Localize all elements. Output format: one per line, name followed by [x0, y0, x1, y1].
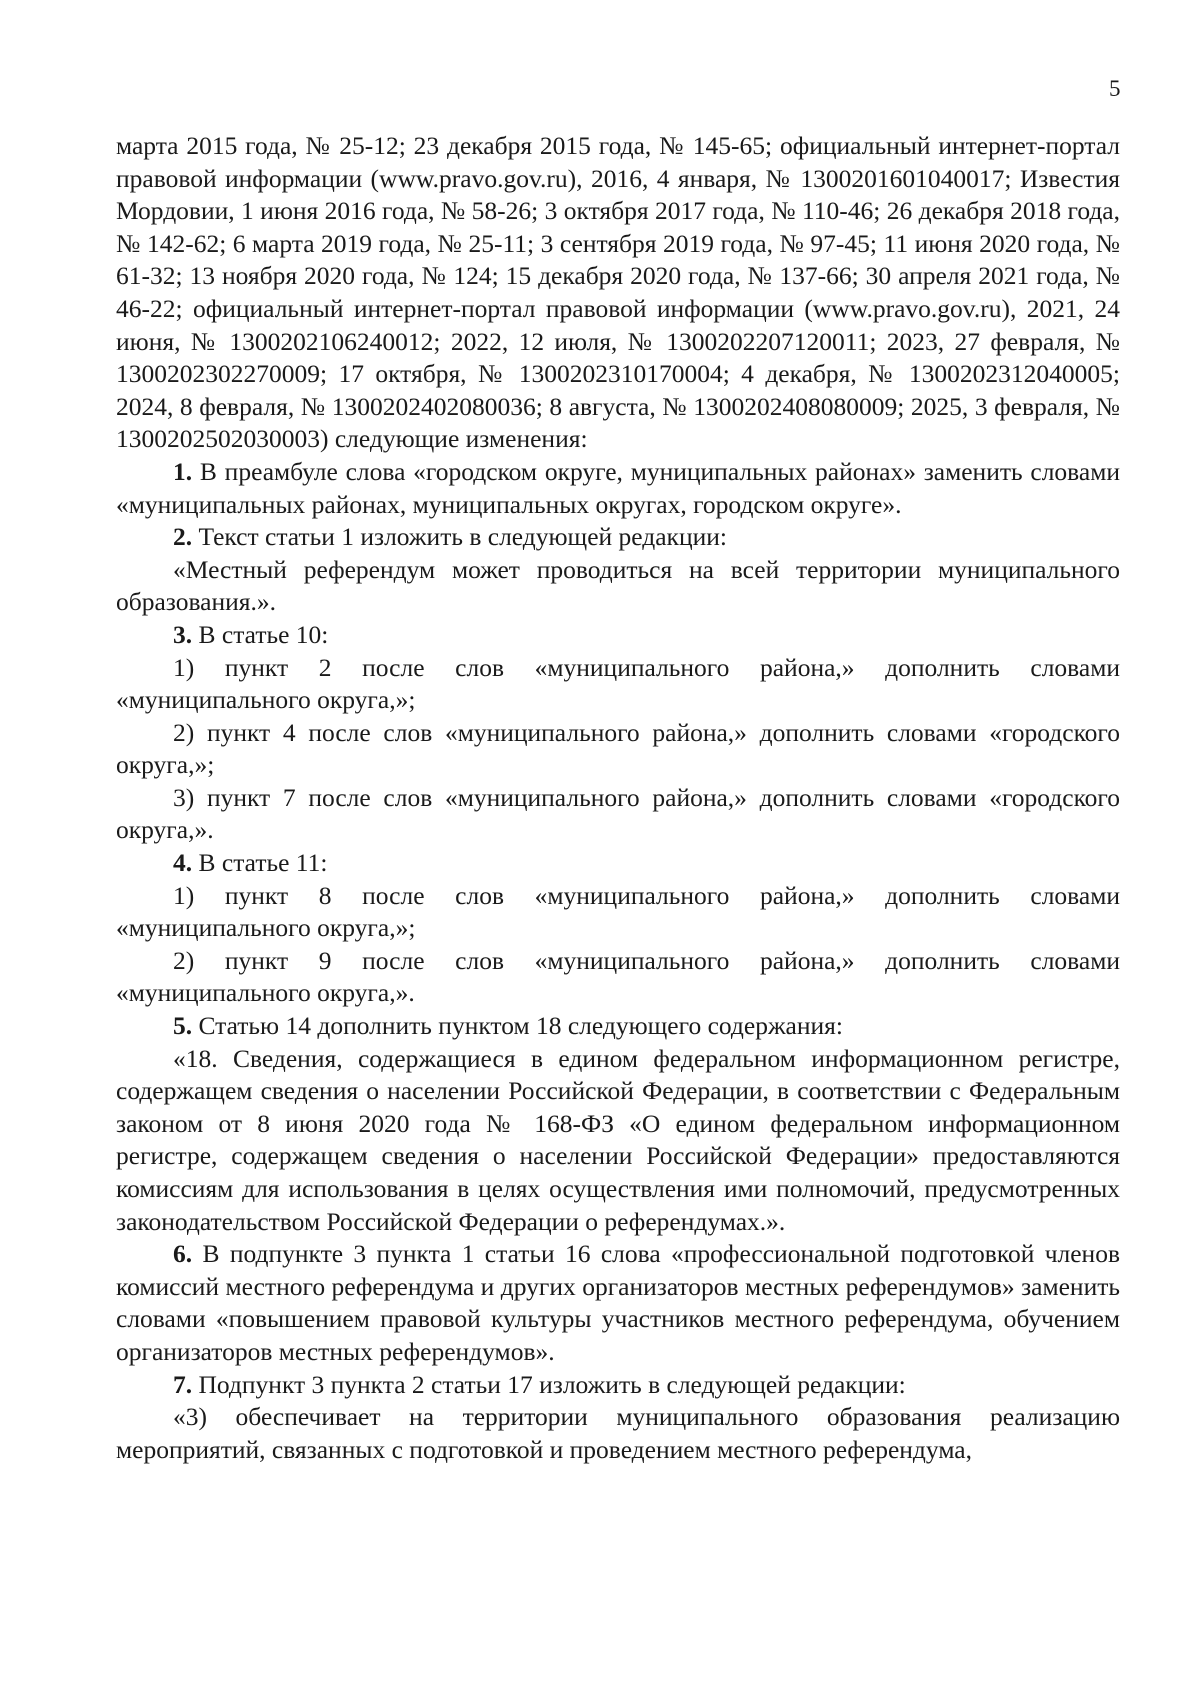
- paragraph-quote-subpoint-3: «3) обеспечивает на территории муниципального образования реализацию мероприятий, связанных с подготовкой и проведением местного референдума,: [116, 1402, 1120, 1464]
- paragraph-item-4: 4. В статье 11:: [173, 848, 328, 878]
- paragraph-subitem: 3) пункт 7 после слов «муниципального района,» дополнить словами «городского округа,».: [116, 782, 1120, 845]
- paragraph-subitem: 2) пункт 4 после слов «муниципального района,» дополнить словами «городского округа,»;: [116, 717, 1120, 780]
- item-number: 1.: [173, 456, 193, 486]
- paragraph-subitem: 2) пункт 9 после слов «муниципального района,» дополнить словами «муниципального округа,».: [116, 945, 1120, 1008]
- document-body: [116, 130, 1120, 1466]
- item-number: 7.: [173, 1369, 193, 1399]
- paragraph-quote-point-18: «18. Сведения, содержащиеся в едином федеральном информационном регистре, содержащем сведения о населении Российской Федерации, в соответствии с Федеральным законом от 8 июня 2020 года № 168-ФЗ «О едином федеральном информационном регистре, содержащем сведения о населении Российской Федерации» предоставляются комиссиям для использования в целях осуществления ими полномочий, предусмотренных законодательством Российской Федерации о референдумах.».: [116, 1043, 1120, 1236]
- paragraph-item-6: 6. В подпункте 3 пункта 1 статьи 16 слова «профессиональной подготовкой членов комиссий местного референдума и других организаторов местных референдумов» заменить словами «повышением правовой культуры участников местного референдума, обучением организаторов местных референдумов».: [116, 1239, 1120, 1366]
- item-number: 4.: [173, 848, 193, 878]
- page-number: 5: [1109, 76, 1121, 101]
- paragraph-item-3: 3. В статье 10:: [173, 619, 329, 649]
- paragraph-item-5: 5. Статью 14 дополнить пунктом 18 следующего содержания:: [173, 1011, 843, 1041]
- paragraph-item-2: 2. Текст статьи 1 изложить в следующей редакции:: [173, 522, 727, 552]
- item-number: 5.: [173, 1011, 193, 1041]
- item-number: 2.: [173, 522, 193, 552]
- paragraph-intro-continuation: марта 2015 года, № 25-12; 23 декабря 2015 года, № 145-65; официальный интернет-портал правовой информации (www.pravo.gov.ru), 2016, 4 января, № 1300201601040017; Известия Мордовии, 1 июня 2016 года, № 58-26; 3 октября 2017 года, № 110-46; 26 декабря 2018 года, № 142-62; 6 марта 2019 года, № 25-11; 3 сентября 2019 года, № 97-45; 11 июня 2020 года, № 61-32; 13 ноября 2020 года, № 124; 15 декабря 2020 года, № 137-66; 30 апреля 2021 года, № 46-22; официальный интернет-портал правовой информации (www.pravo.gov.ru), 2021, 24 июня, № 1300202106240012; 2022, 12 июля, № 1300202207120011; 2023, 27 февраля, № 1300202302270009; 17 октября, № 1300202310170004; 4 декабря, № 1300202312040005; 2024, 8 февраля, № 1300202402080036; 8 августа, № 1300202408080009; 2025, 3 февраля, № 1300202502030003) следующие изменения:: [116, 131, 1120, 454]
- item-number: 6.: [173, 1239, 193, 1269]
- paragraph-subitem: 1) пункт 2 после слов «муниципального района,» дополнить словами «муниципального округа,»;: [116, 652, 1120, 715]
- item-number: 3.: [173, 619, 193, 649]
- paragraph-item-7: 7. Подпункт 3 пункта 2 статьи 17 изложить в следующей редакции:: [173, 1369, 906, 1399]
- paragraph-item-1: 1. В преамбуле слова «городском округе, муниципальных районах» заменить словами «муниципальных районах, муниципальных округах, городском округе».: [116, 456, 1120, 519]
- paragraph-quote-article-1: «Местный референдум может проводиться на всей территории муниципального образования.».: [116, 554, 1120, 617]
- paragraph-subitem: 1) пункт 8 после слов «муниципального района,» дополнить словами «муниципального округа,»;: [116, 880, 1120, 943]
